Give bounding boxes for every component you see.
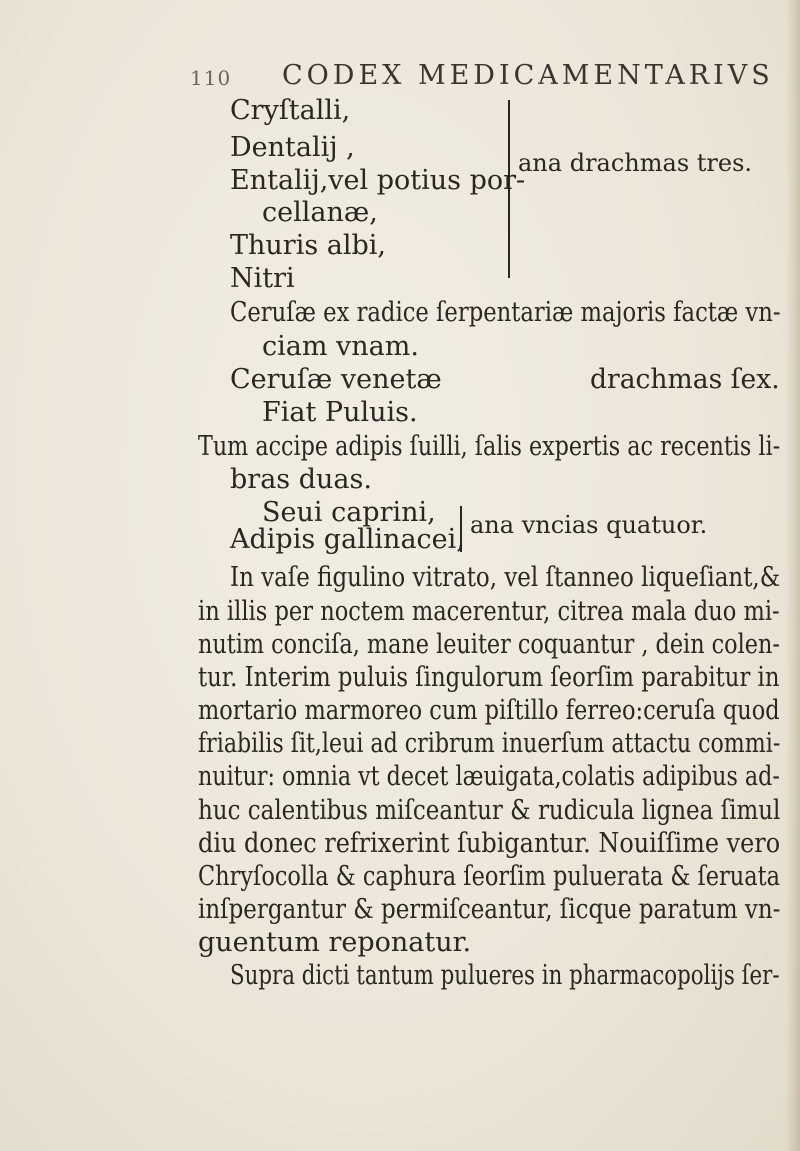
paragraph-line: tur. Interim puluis ſingulorum ſeorſim parabitur in xyxy=(198,662,780,693)
page-edge-shadow xyxy=(786,0,800,1151)
paragraph-line: friabilis ſit,leui ad cribrum inuerſum attactu commi- xyxy=(198,728,781,759)
recipe-item: Cryſtalli, xyxy=(230,95,351,126)
text-line: Tum accipe adipis ſuilli, ſalis expertis ac recentis li- xyxy=(198,431,781,462)
paragraph-line: Chryſocolla & caphura ſeorſim puluerata & ſeruata xyxy=(198,861,780,892)
recipe-item: Nitri xyxy=(230,263,295,294)
text-line: ciam vnam. xyxy=(262,331,419,362)
text-line: Fiat Puluis. xyxy=(262,397,418,428)
recipe-item: Adipis gallinacei, xyxy=(230,524,465,555)
paragraph-line: Supra dicti tantum pulueres in pharmacopolijs ſer- xyxy=(230,960,780,991)
paragraph-line: diu donec refrixerint ſubigantur. Nouiſſime vero xyxy=(198,828,781,859)
recipe-item: Thuris albi, xyxy=(230,230,387,261)
paragraph-line: mortario marmoreo cum piſtillo ferreo:ceruſa quod xyxy=(198,695,780,726)
paragraph-line: nutim conciſa, mane leuiter coquantur , dein colen- xyxy=(198,629,780,660)
recipe-item: Seui caprini, xyxy=(262,497,436,528)
recipe-item: cellanæ, xyxy=(262,197,378,228)
paragraph-line: nuitur: omnia vt decet læuigata,colatis adipibus ad- xyxy=(198,761,780,792)
text-line: Ceruſæ venetæ xyxy=(230,364,442,395)
curly-brace xyxy=(458,506,462,552)
recipe-item: Dentalij , xyxy=(230,132,355,163)
recipe-item: Entalij,vel potius por- xyxy=(230,165,526,196)
paragraph-line: huc calentibus miſceantur & rudicula lignea ſimul xyxy=(198,795,781,826)
paragraph-line: guentum reponatur. xyxy=(198,927,472,958)
curly-brace xyxy=(506,100,510,278)
paragraph-line: in illis per noctem macerentur, citrea mala duo mi- xyxy=(198,596,780,627)
page-header xyxy=(190,60,790,100)
paragraph-line: In vaſe figulino vitrato, vel ſtanneo liqueſiant,& xyxy=(230,562,781,593)
text-line: Ceruſæ ex radice ſerpentariæ majoris factæ vn- xyxy=(230,297,781,328)
recipe-dose: ana drachmas tres. xyxy=(518,149,753,177)
running-title: CODEX MEDICAMENTARIVS xyxy=(282,60,774,91)
text-line: bras duas. xyxy=(230,464,372,495)
page-number: 110 xyxy=(190,66,232,90)
recipe-dose: ana vncias quatuor. xyxy=(470,511,708,539)
text-line: drachmas ſex. xyxy=(590,364,780,395)
paragraph-line: inſpergantur & permiſceantur, ſicque paratum vn- xyxy=(198,894,781,925)
